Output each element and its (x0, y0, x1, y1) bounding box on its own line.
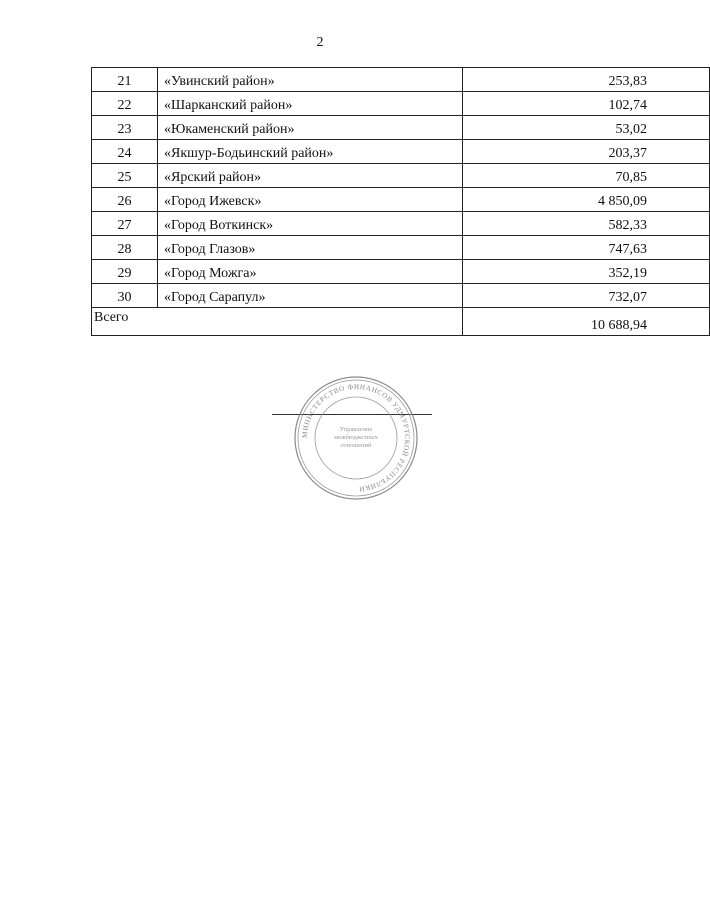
amount-value: 53,02 (463, 116, 710, 140)
row-number: 23 (92, 116, 158, 140)
amount-value: 352,19 (463, 260, 710, 284)
table-row (92, 284, 710, 308)
municipality-name: «Город Сарапул» (158, 284, 463, 308)
official-stamp (293, 375, 419, 501)
table-row (92, 92, 710, 116)
amount-value: 747,63 (463, 236, 710, 260)
table-row (92, 188, 710, 212)
table-row (92, 164, 710, 188)
stamp-center-line-3: отношений (340, 442, 372, 449)
amount-value: 70,85 (463, 164, 710, 188)
table-row (92, 236, 710, 260)
row-number: 29 (92, 260, 158, 284)
municipality-name: «Город Можга» (158, 260, 463, 284)
row-number: 24 (92, 140, 158, 164)
total-value: 10 688,94 (463, 308, 710, 336)
amount-value: 203,37 (463, 140, 710, 164)
row-number: 21 (92, 68, 158, 92)
amount-value: 4 850,09 (463, 188, 710, 212)
municipality-name: «Шарканский район» (158, 92, 463, 116)
stamp-center-line-2: межбюджетных (334, 434, 378, 441)
row-number: 28 (92, 236, 158, 260)
row-number: 25 (92, 164, 158, 188)
table-row (92, 212, 710, 236)
municipality-name: «Город Глазов» (158, 236, 463, 260)
municipality-name: «Якшур-Бодьинский район» (158, 140, 463, 164)
amount-value: 732,07 (463, 284, 710, 308)
municipality-name: «Город Воткинск» (158, 212, 463, 236)
row-number: 30 (92, 284, 158, 308)
amount-value: 253,83 (463, 68, 710, 92)
stamp-center-line-1: Управление (339, 426, 373, 433)
total-row (92, 308, 710, 336)
page-number: 2 (316, 35, 324, 50)
amount-value: 102,74 (463, 92, 710, 116)
total-label: Всего (92, 308, 463, 336)
table-row (92, 68, 710, 92)
stamp-ring-text: МИНИСТЕРСТВО ФИНАНСОВ УДМУРТСКОЙ РЕСПУБЛИКИ (300, 382, 412, 494)
municipality-name: «Увинский район» (158, 68, 463, 92)
table-row (92, 260, 710, 284)
allocation-table (91, 67, 710, 336)
row-number: 26 (92, 188, 158, 212)
amount-value: 582,33 (463, 212, 710, 236)
row-number: 27 (92, 212, 158, 236)
table-row (92, 116, 710, 140)
table-row (92, 140, 710, 164)
municipality-name: «Город Ижевск» (158, 188, 463, 212)
row-number: 22 (92, 92, 158, 116)
municipality-name: «Юкаменский район» (158, 116, 463, 140)
municipality-name: «Ярский район» (158, 164, 463, 188)
